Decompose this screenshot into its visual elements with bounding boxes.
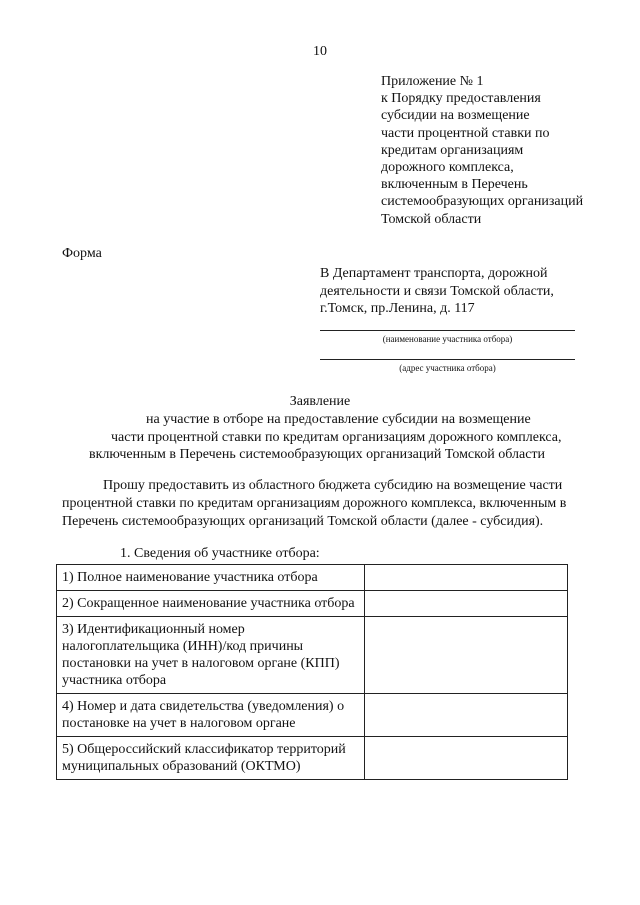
row-label: 2) Сокращенное наименование участника отбора xyxy=(57,591,365,617)
participant-name-caption: (наименование участника отбора) xyxy=(382,334,513,344)
row-value-field[interactable] xyxy=(364,694,567,737)
appendix-line: к Порядку предоставления xyxy=(381,91,541,107)
appendix-line: Приложение № 1 xyxy=(381,74,484,89)
row-label: 1) Полное наименование участника отбора xyxy=(57,565,365,591)
request-paragraph xyxy=(62,477,612,531)
participant-address-caption: (адрес участника отбора) xyxy=(399,363,496,373)
addressee-line: деятельности и связи Томской области, xyxy=(320,283,554,299)
row-label: 3) Идентификационный номер налогоплательщика (ИНН)/код причины постановки на учет в налоговом органе (КПП) участника отбора xyxy=(57,617,365,694)
table-row xyxy=(57,565,568,591)
paragraph-line: Прошу предоставить из областного бюджета субсидию на возмещение части xyxy=(103,478,563,493)
row-value-field[interactable] xyxy=(364,617,567,694)
section-1-heading: 1. Сведения об участнике отбора: xyxy=(120,546,320,561)
row-value-field[interactable] xyxy=(364,591,567,617)
statement-subtitle-line: включенным в Перечень системообразующих организаций Томской области xyxy=(89,447,546,463)
table-row xyxy=(57,617,568,694)
addressee-line: г.Томск, пр.Ленина, д. 117 xyxy=(320,301,475,316)
statement-title-block xyxy=(0,393,640,464)
page-number: 10 xyxy=(313,44,327,59)
appendix-line: Томской области xyxy=(381,211,482,227)
statement-subtitle-line: на участие в отборе на предоставление субсидии на возмещение xyxy=(146,411,531,427)
participant-name-line xyxy=(320,330,575,331)
statement-subtitle-line: части процентной ставки по кредитам организациям дорожного комплекса, xyxy=(111,429,562,445)
statement-title: Заявление xyxy=(289,394,351,409)
table-row xyxy=(57,591,568,617)
appendix-line: включенным в Перечень xyxy=(381,177,528,193)
appendix-block xyxy=(381,73,621,228)
appendix-line: дорожного комплекса, xyxy=(381,160,514,176)
appendix-line: системообразующих организаций xyxy=(381,194,584,210)
row-label: 4) Номер и дата свидетельства (уведомления) о постановке на учет в налоговом органе xyxy=(57,694,365,737)
row-label: 5) Общероссийский классификатор территорий муниципальных образований (ОКТМО) xyxy=(57,737,365,780)
appendix-line: части процентной ставки по xyxy=(381,125,550,141)
row-value-field[interactable] xyxy=(364,737,567,780)
addressee-block xyxy=(320,265,554,318)
addressee-line: В Департамент транспорта, дорожной xyxy=(320,266,548,281)
paragraph-line: процентной ставки по кредитам организациям дорожного комплекса, включенным в xyxy=(62,496,567,511)
table-row xyxy=(57,737,568,780)
appendix-line: кредитам организациям xyxy=(381,142,524,158)
participant-info-table xyxy=(56,564,568,780)
form-label: Форма xyxy=(62,246,102,261)
row-value-field[interactable] xyxy=(364,565,567,591)
table-row xyxy=(57,694,568,737)
appendix-line: субсидии на возмещение xyxy=(381,108,530,124)
paragraph-line: Перечень системообразующих организаций Томской области (далее - субсидия). xyxy=(62,514,544,529)
participant-address-line xyxy=(320,359,575,360)
